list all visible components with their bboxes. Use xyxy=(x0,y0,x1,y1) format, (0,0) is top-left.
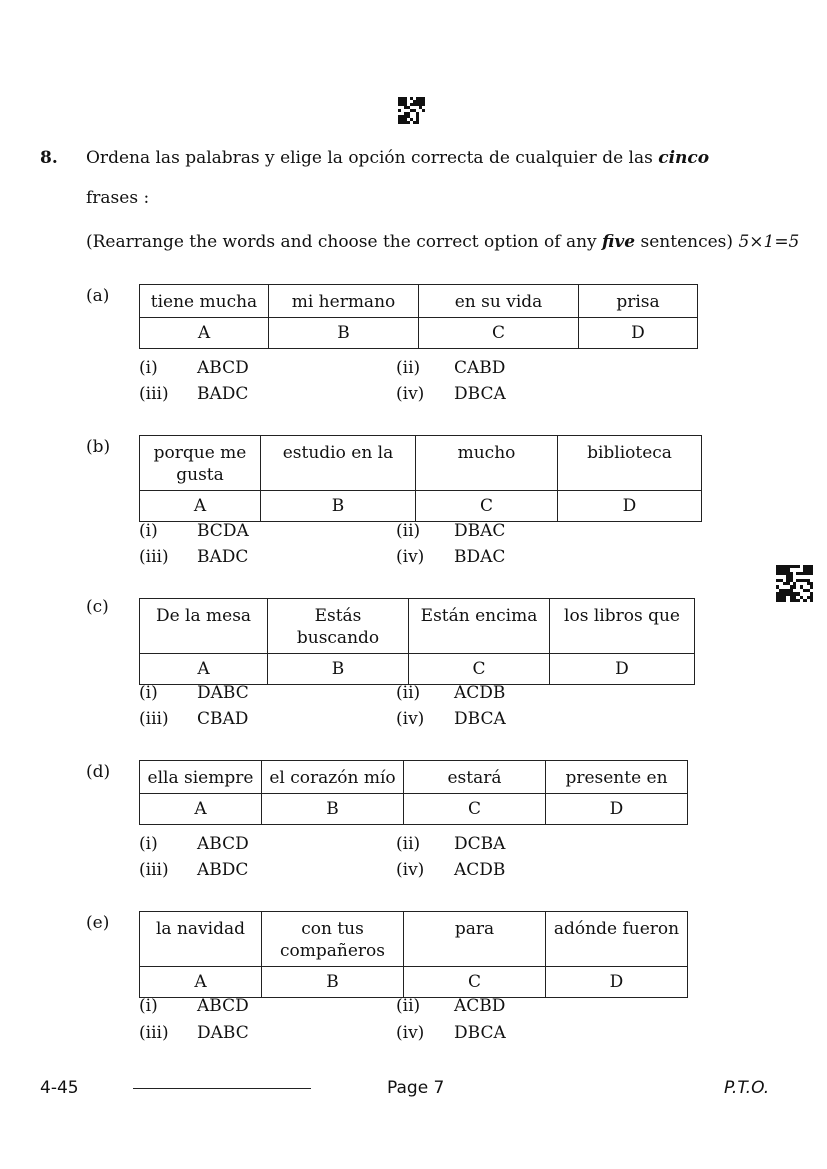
option: (iv) BDAC xyxy=(396,547,506,567)
word-cell: biblioteca xyxy=(558,436,702,491)
word-cell: Estás buscando xyxy=(268,599,409,654)
letter-cell: A xyxy=(140,794,262,825)
letter-cell: C xyxy=(409,654,550,685)
letter-cell: D xyxy=(579,318,698,349)
option: (ii) DCBA xyxy=(396,834,506,854)
option: (iv) DBCA xyxy=(396,384,506,404)
letter-cell: B xyxy=(269,318,419,349)
word-cell: la navidad xyxy=(140,912,262,967)
letter-cell: D xyxy=(546,794,688,825)
please-turn-over: P.T.O. xyxy=(724,1078,770,1098)
instruction-spanish-cont: frases : xyxy=(86,188,150,208)
part-label: (c) xyxy=(86,597,109,617)
letter-cell: A xyxy=(140,967,262,998)
option: (ii) DBAC xyxy=(396,521,506,541)
instruction-spanish: Ordena las palabras y elige la opción correcta de cualquier de las cinco xyxy=(86,148,710,168)
page-number: Page 7 xyxy=(387,1078,445,1098)
option: (ii) ACBD xyxy=(396,996,506,1016)
part-label: (e) xyxy=(86,913,110,933)
word-table xyxy=(139,284,698,349)
letter-cell: B xyxy=(262,967,404,998)
letter-cell: A xyxy=(140,654,268,685)
option: (iii) DABC xyxy=(139,1023,249,1043)
option: (iv) DBCA xyxy=(396,709,506,729)
word-cell: con tus compañeros xyxy=(262,912,404,967)
letter-cell: B xyxy=(261,491,416,522)
letter-cell: A xyxy=(140,318,269,349)
option: (iii) BADC xyxy=(139,547,249,567)
option: (iii) BADC xyxy=(139,384,249,404)
letter-cell: B xyxy=(262,794,404,825)
word-cell: prisa xyxy=(579,285,698,318)
paper-code: 4-45 xyxy=(40,1078,79,1098)
word-table xyxy=(139,435,702,522)
letter-cell: D xyxy=(550,654,695,685)
word-cell: ella siempre xyxy=(140,761,262,794)
word-cell: estudio en la xyxy=(261,436,416,491)
word-cell: el corazón mío xyxy=(262,761,404,794)
qr-code-top xyxy=(398,97,425,124)
part-label: (a) xyxy=(86,286,110,306)
word-cell: en su vida xyxy=(419,285,579,318)
letter-cell: C xyxy=(404,794,546,825)
question-number: 8. xyxy=(40,148,58,168)
word-cell: adónde fueron xyxy=(546,912,688,967)
letter-cell: C xyxy=(419,318,579,349)
word-cell: mi hermano xyxy=(269,285,419,318)
instruction-english: (Rearrange the words and choose the correct option of any five sentences) 5×1=5 xyxy=(86,232,800,252)
qr-code-side xyxy=(776,565,813,602)
letter-cell: D xyxy=(558,491,702,522)
option: (i) ABCD xyxy=(139,358,249,378)
option: (i) DABC xyxy=(139,683,249,703)
word-cell: porque me gusta xyxy=(140,436,261,491)
option: (i) ABCD xyxy=(139,996,249,1016)
word-cell: los libros que xyxy=(550,599,695,654)
letter-cell: B xyxy=(268,654,409,685)
footer-rule xyxy=(133,1088,311,1089)
part-label: (b) xyxy=(86,437,111,457)
part-label: (d) xyxy=(86,762,111,782)
letter-cell: D xyxy=(546,967,688,998)
word-table xyxy=(139,598,695,685)
word-cell: para xyxy=(404,912,546,967)
letter-cell: C xyxy=(416,491,558,522)
word-cell: Están encima xyxy=(409,599,550,654)
word-table xyxy=(139,911,688,998)
word-cell: De la mesa xyxy=(140,599,268,654)
option: (iv) ACDB xyxy=(396,860,506,880)
option: (i) BCDA xyxy=(139,521,249,541)
option: (iii) ABDC xyxy=(139,860,249,880)
word-cell: estará xyxy=(404,761,546,794)
marks: 5×1=5 xyxy=(738,232,800,252)
word-cell: presente en xyxy=(546,761,688,794)
option: (i) ABCD xyxy=(139,834,249,854)
letter-cell: A xyxy=(140,491,261,522)
option: (iv) DBCA xyxy=(396,1023,506,1043)
option: (ii) CABD xyxy=(396,358,506,378)
letter-cell: C xyxy=(404,967,546,998)
option: (ii) ACDB xyxy=(396,683,506,703)
word-table xyxy=(139,760,688,825)
word-cell: mucho xyxy=(416,436,558,491)
option: (iii) CBAD xyxy=(139,709,249,729)
word-cell: tiene mucha xyxy=(140,285,269,318)
